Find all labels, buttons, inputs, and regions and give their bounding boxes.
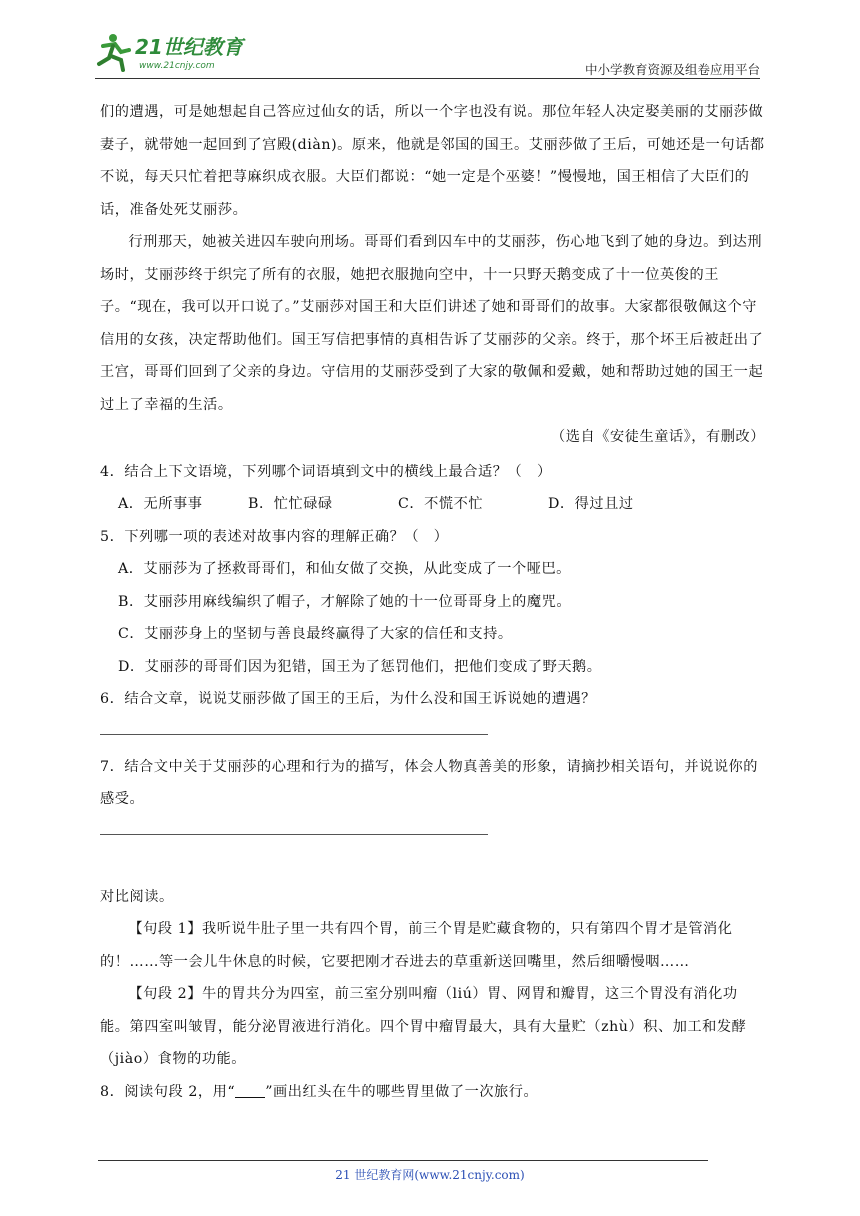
passage-2: 【句段 2】牛的胃共分为四室，前三室分别叫瘤（liú）胃、网胃和瓣胃，这三个胃没有消化功能。第四室叫皱胃，能分泌胃液进行消化。四个胃中瘤胃最大，具有大量贮（zhù）积、加工和发酵（jiào）食物的功能。 — [100, 986, 747, 1067]
platform-name: 中小学教育资源及组卷应用平台 — [584, 62, 760, 77]
document-body — [100, 96, 765, 1108]
story-source: （选自《安徒生童话》，有删改） — [551, 429, 765, 445]
logo-text: 21世纪教育 — [135, 35, 243, 59]
option-d[interactable]: D．艾丽莎的哥哥们因为犯错，国王为了惩罚他们，把他们变成了野天鹅。 — [118, 658, 602, 675]
option-c[interactable]: C．艾丽莎身上的坚韧与善良最终赢得了大家的信任和支持。 — [118, 626, 513, 642]
header-divider — [95, 78, 760, 79]
page-header — [95, 30, 760, 78]
answer-line[interactable] — [100, 734, 488, 735]
question-6: 6．结合文章，说说艾丽莎做了国王的王后，为什么没和国王诉说她的遭遇？ — [100, 691, 596, 707]
option-d[interactable]: D．得过且过 — [548, 496, 634, 512]
question-8 — [100, 1076, 765, 1109]
story-paragraph-1: 们的遭遇，可是她想起自己答应过仙女的话，所以一个字也没有说。那位年轻人决定娶美丽的艾丽莎做妻子，就带她一起回到了宫殿(diàn)。原来，他就是邻国的国王。艾丽莎做了王后，可她还是一句话都不说，每天只忙着把荨麻织成衣服。大臣们都说：“她一定是个巫婆！”慢慢地，国王相信了大臣们的话，准备处死艾丽莎。 — [100, 104, 765, 218]
footer-divider — [98, 1160, 708, 1161]
question-7: 7．结合文中关于艾丽莎的心理和行为的描写，体会人物真善美的形象，请摘抄相关语句，并说说你的感受。 — [100, 758, 759, 807]
question-8-suffix: ”画出红头在牛的哪些胃里做了一次旅行。 — [265, 1083, 539, 1100]
story-paragraph-2: 行刑那天，她被关进囚车驶向刑场。哥哥们看到囚车中的艾丽莎，伤心地飞到了她的身边。到达刑场时，艾丽莎终于织完了所有的衣服，她把衣服抛向空中，十一只野天鹅变成了十一位英俊的王子。“现在，我可以开口说了。”艾丽莎对国王和大臣们讲述了她和哥哥们的故事。大家都很敬佩这个守信用的女孩，决定帮助他们。国王写信把事情的真相告诉了艾丽莎的父亲。终于，那个坏王后被赶出了王宫，哥哥们回到了父亲的身边。守信用的艾丽莎受到了大家的敬佩和爱戴，她和帮助过她的国王一起过上了幸福的生活。 — [100, 234, 764, 413]
logo-url: www.21cnjy.com — [139, 61, 215, 71]
question-8-prefix: 8．阅读句段 2，用“ — [100, 1083, 236, 1100]
answer-line[interactable] — [100, 834, 488, 835]
page-footer[interactable]: 21 世纪教育网(www.21cnjy.com) — [335, 1168, 525, 1182]
question-5: 5．下列哪一项的表述对故事内容的理解正确？（ ） — [100, 528, 449, 545]
underline-blank — [235, 1083, 265, 1098]
question-4-options — [100, 488, 765, 521]
section-title: 对比阅读。 — [100, 888, 174, 905]
passage-1: 【句段 1】我听说牛肚子里一共有四个胃，前三个胃是贮藏食物的，只有第四个胃才是管消化的！……等一会儿牛休息的时候，它要把刚才吞进去的草重新送回嘴里，然后细嚼慢咽…… — [100, 921, 733, 970]
option-b[interactable]: B．忙忙碌碌 — [248, 496, 333, 512]
runner-logo-icon — [95, 30, 265, 74]
option-a[interactable]: A．无所事事 — [118, 496, 203, 512]
question-4: 4．结合上下文语境，下列哪个词语填到文中的横线上最合适？（ ） — [100, 463, 552, 480]
site-logo[interactable] — [95, 30, 265, 74]
option-a[interactable]: A．艾丽莎为了拯救哥哥们，和仙女做了交换，从此变成了一个哑巴。 — [118, 561, 571, 577]
option-b[interactable]: B．艾丽莎用麻线编织了帽子，才解除了她的十一位哥哥身上的魔咒。 — [118, 593, 572, 610]
option-c[interactable]: C．不慌不忙 — [398, 496, 484, 512]
